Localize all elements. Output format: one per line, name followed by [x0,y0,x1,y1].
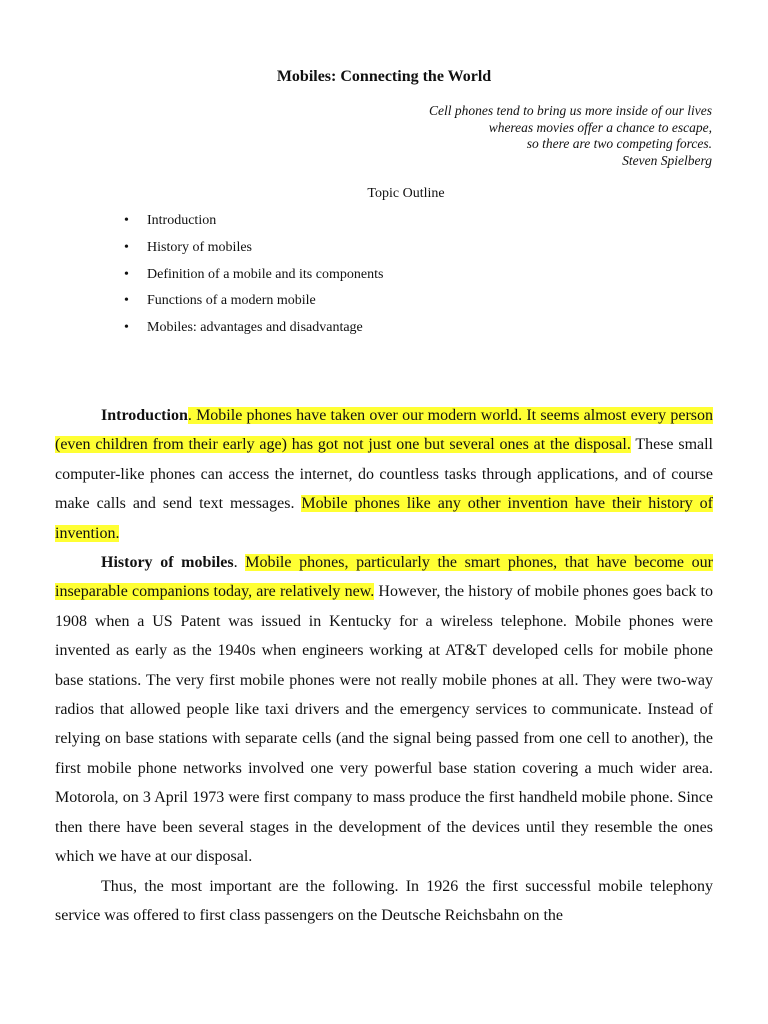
bullet-icon: • [124,293,129,309]
outline-item [124,292,383,319]
epigraph-line: so there are two competing forces. [526,136,712,152]
intro-paragraph [55,401,713,548]
outline-item [124,266,383,293]
outline-item-label: Functions of a modern mobile [147,293,316,309]
body-text: These small computer-like phones can access the internet, do countless tasks through applications, and of course make calls and send text messages. [55,436,713,513]
bullet-icon: • [124,213,129,228]
outline-item-label: History of mobiles [147,239,252,255]
intro-heading: Introduction [101,407,188,424]
document-title: Mobiles: Connecting the World [276,68,492,85]
body-text: Thus, the most important are the following. In 1926 the first successful mobile telephony service was offered to first class passengers on the Deutsche Reichsbahn on the [55,877,713,924]
epigraph-line: Cell phones tend to bring us more inside of our lives [429,103,712,118]
document-body [55,401,713,930]
history-heading: History of mobiles [101,554,234,572]
body-text: . [233,554,246,572]
topic-outline-list [124,212,383,346]
epigraph-author: Steven Spielberg [622,152,712,168]
bullet-icon: • [124,239,129,255]
bullet-icon: • [124,320,129,336]
outline-item-label: Definition of a mobile and its components [147,266,384,282]
history-paragraph [55,548,713,871]
bullet-icon: • [124,266,129,282]
outline-item [124,239,383,266]
outline-item-label: Introduction [147,213,217,228]
thus-paragraph [55,872,713,931]
body-text: However, the history of mobile phones goes back to 1908 when a US Patent was issued in Kentucky for a wireless telephone. Mobile phones were invented as early as the 1940s when engineers working at AT&T developed cells for mobile phone base stations. The very first mobile phones were not really mobile phones at all. They were two-way radios that allowed people like taxi drivers and the emergency services to communicate. Instead of relying on base stations with separate cells (and the signal being passed from one cell to another), the first mobile phone networks involved one very powerful base station covering a much wider area. Motorola, on 3 April 1973 were first company to mass produce the first handheld mobile phone. Since then there have been several stages in the development of the devices until they resemble the ones which we have at our disposal. [55,583,713,866]
outline-item [124,212,383,239]
outline-heading: Topic Outline [367,186,445,201]
epigraph-line: whereas movies offer a chance to escape, [488,119,712,135]
outline-item [124,319,383,346]
highlighted-text: . Mobile phones have taken over our modern world. It seems almost every person (even children from their early age) has got not just one but several ones at the disposal. [55,407,713,454]
highlighted-text: Mobile phones, particularly the smart phones, that have become our inseparable companions today, are relatively new. [55,554,713,601]
highlighted-text: Mobile phones like any other invention have their history of invention. [55,495,713,542]
epigraph-quote [429,103,712,169]
outline-item-label: Mobiles: advantages and disadvantage [147,320,363,336]
